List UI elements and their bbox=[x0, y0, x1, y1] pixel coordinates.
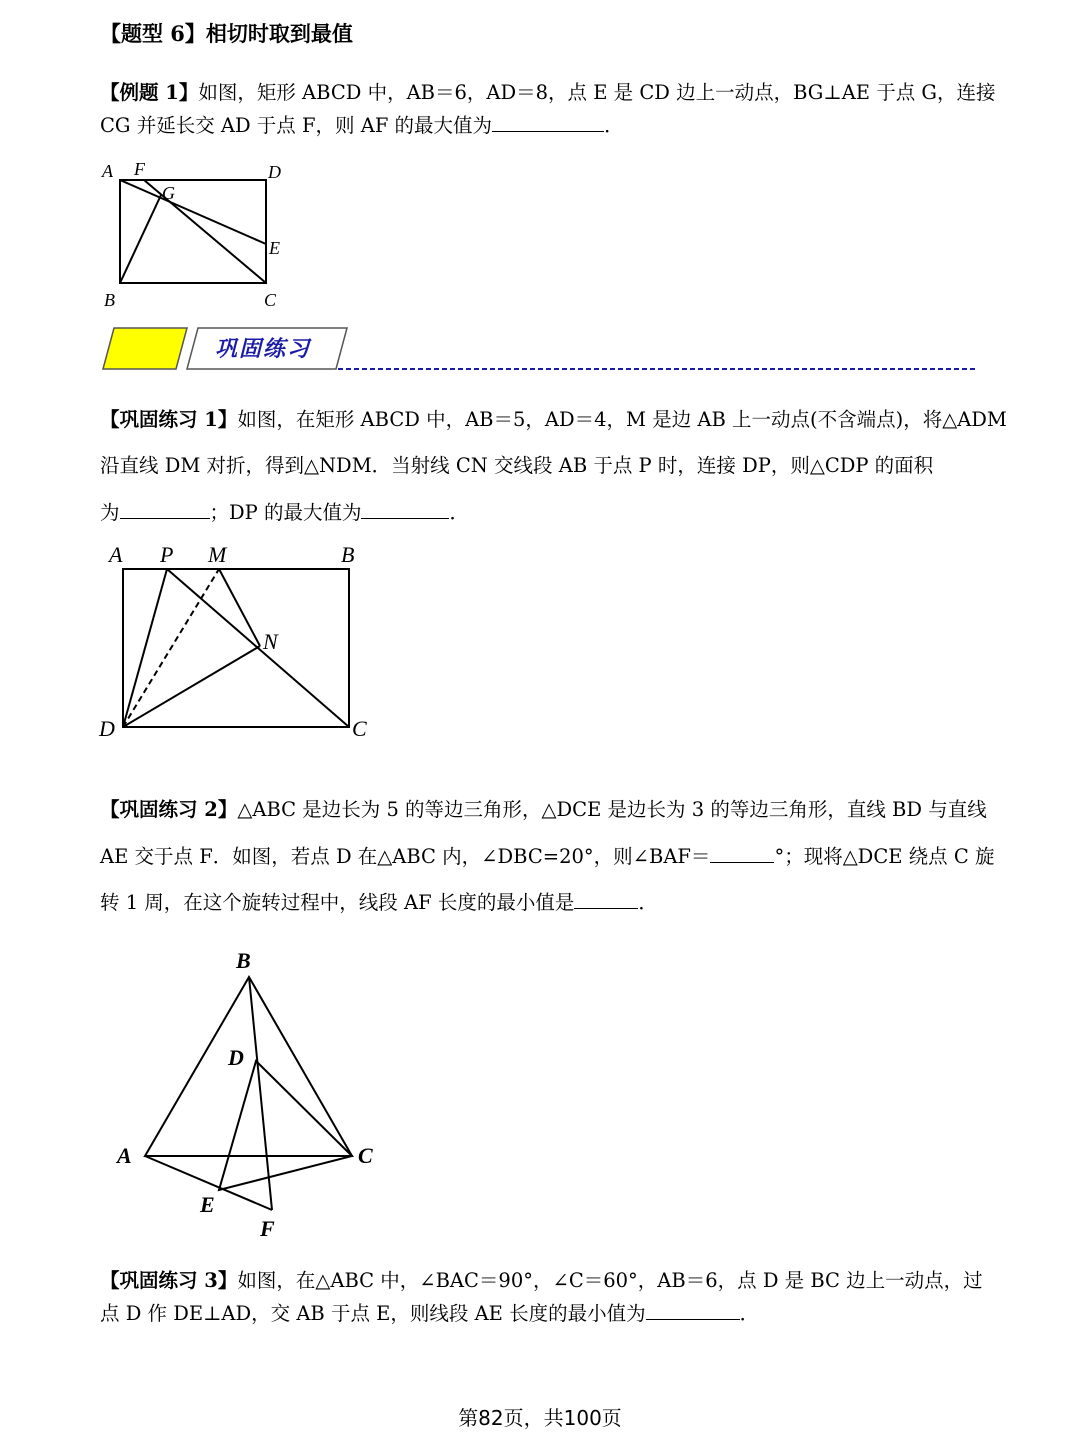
ex2-text2b: °；现将△DCE 绕点 C 旋 bbox=[774, 845, 995, 868]
practice-banner bbox=[100, 323, 980, 378]
example1-line1 bbox=[100, 79, 996, 107]
ex1-line3 bbox=[100, 498, 469, 527]
ex1-text1: 如图，在矩形 ABCD 中，AB＝5，AD＝4，M 是边 AB 上一动点(不含端点)，将△ADM bbox=[237, 408, 1007, 431]
ex2-line2 bbox=[100, 842, 995, 871]
triangle-dce bbox=[219, 1061, 352, 1190]
label-c: C bbox=[264, 290, 277, 310]
banner-title: 巩固练习 bbox=[215, 337, 312, 362]
label-c: C bbox=[358, 1143, 373, 1168]
label-p: P bbox=[160, 542, 174, 567]
ex1-figure bbox=[95, 540, 385, 745]
label-e: E bbox=[200, 1192, 215, 1217]
page-footer: 第82页，共100页 bbox=[458, 1406, 622, 1430]
label-c: C bbox=[352, 716, 367, 741]
ex1-text3b: ；DP 的最大值为 bbox=[209, 501, 362, 524]
segment-dn bbox=[123, 646, 260, 727]
ex1-text3c: ． bbox=[449, 501, 469, 524]
ex1-line2 bbox=[100, 452, 933, 480]
ex1-tag: 【巩固练习 1】 bbox=[100, 408, 238, 431]
label-f: F bbox=[260, 1216, 275, 1241]
label-d: D bbox=[268, 162, 281, 182]
ex3-tag: 【巩固练习 3】 bbox=[100, 1269, 238, 1292]
ex2-tag: 【巩固练习 2】 bbox=[100, 798, 238, 821]
ex2-line1 bbox=[100, 796, 987, 824]
answer-blank bbox=[120, 498, 210, 519]
answer-blank bbox=[710, 842, 774, 863]
answer-blank bbox=[646, 1299, 740, 1320]
label-a: A bbox=[109, 542, 123, 567]
ex1-line1 bbox=[100, 406, 1007, 434]
triangle-abc bbox=[145, 977, 352, 1156]
label-d: D bbox=[99, 716, 115, 741]
ex3-text2a: 点 D 作 DE⊥AD，交 AB 于点 E，则线段 AE 长度的最小值为 bbox=[100, 1302, 646, 1325]
ex2-text1: △ABC 是边长为 5 的等边三角形，△DCE 是边长为 3 的等边三角形，直线 BD 与直线 bbox=[237, 798, 987, 821]
label-a: A bbox=[117, 1143, 132, 1168]
label-b: B bbox=[104, 290, 115, 310]
banner-yellow-block bbox=[103, 328, 187, 369]
ex1-text3a: 为 bbox=[100, 501, 120, 524]
answer-blank bbox=[574, 888, 638, 909]
label-b: B bbox=[341, 542, 355, 567]
ex2-text3a: 转 1 周，在这个旋转过程中，线段 AF 长度的最小值是 bbox=[100, 891, 575, 914]
example1-text2-end: ． bbox=[604, 114, 624, 137]
label-a: A bbox=[102, 161, 113, 181]
answer-blank bbox=[492, 111, 604, 132]
label-d: D bbox=[228, 1045, 244, 1070]
label-b: B bbox=[236, 948, 251, 973]
example1-tag: 【例题 1】 bbox=[100, 81, 199, 104]
ex3-line1 bbox=[100, 1267, 983, 1295]
example1-text2: CG 并延长交 AD 于点 F，则 AF 的最大值为 bbox=[100, 114, 493, 137]
ex2-text2a: AE 交于点 F．如图，若点 D 在△ABC 内，∠DBC=20°，则∠BAF＝ bbox=[100, 845, 711, 868]
segment-mn bbox=[219, 569, 260, 646]
example1-line2 bbox=[100, 111, 624, 140]
ex2-text3b: ． bbox=[638, 891, 658, 914]
ex3-text2b: ． bbox=[739, 1302, 760, 1325]
label-n: N bbox=[263, 629, 278, 654]
ex1-text2: 沿直线 DM 对折，得到△NDM．当射线 CN 交线段 AB 于点 P 时，连接 DP，则△CDP 的面积 bbox=[100, 454, 934, 477]
ex3-text1: 如图，在△ABC 中，∠BAC＝90°，∠C＝60°，AB＝6，点 D 是 BC 边上一动点，过 bbox=[237, 1269, 983, 1292]
example1-text1: 如图，矩形 ABCD 中，AB＝6，AD＝8，点 E 是 CD 边上一动点，BG⊥AE 于点 G，连接 bbox=[198, 81, 996, 104]
label-e: E bbox=[269, 238, 280, 258]
answer-blank bbox=[361, 498, 449, 519]
label-f: F bbox=[134, 159, 145, 179]
segment-dm-dashed bbox=[123, 569, 219, 727]
ex2-line3 bbox=[100, 888, 658, 917]
label-m: M bbox=[208, 542, 227, 567]
example1-figure bbox=[95, 155, 305, 320]
rectangle-abcd bbox=[120, 180, 266, 283]
ex2-figure bbox=[110, 940, 395, 1245]
section-title: 【题型 6】相切时取到最值 bbox=[100, 21, 353, 46]
segment-bg bbox=[120, 195, 161, 283]
label-g: G bbox=[162, 183, 175, 203]
segment-dp bbox=[123, 569, 167, 727]
rectangle-abcd bbox=[123, 569, 349, 727]
ex3-line2 bbox=[100, 1299, 759, 1328]
